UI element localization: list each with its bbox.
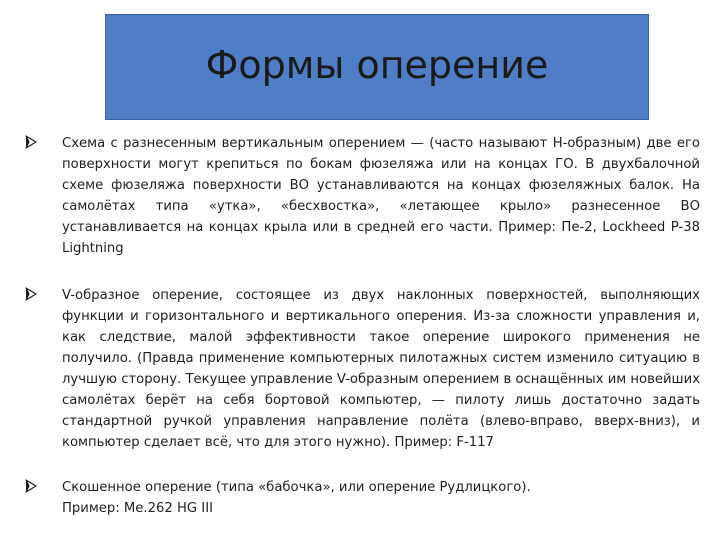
bullet-text-line: Пример: Me.262 HG III (62, 501, 213, 516)
arrowhead-bullet-icon (24, 135, 38, 149)
page-title: Формы оперение (205, 43, 549, 87)
arrowhead-bullet-icon (24, 287, 38, 301)
bullet-text: Схема с разнесенным вертикальным оперением — (часто называют Н-образным) две его поверхности могут крепиться по бокам фюзеляжа или на концах ГО. В двухбалочной схеме фюзеляжа поверхности ВО устанавливаются на концах фюзеляжных балок. На самолётах типа «утка», «бесхвостка», «летающее крыло» разнесенное ВО устанавливается на концах крыла или в средней его части. Пример: Пе-2, Lockheed P-38 Lightning (62, 136, 700, 256)
bullet-text-line: Скошенное оперение (типа «бабочка», или оперение Рудлицкого). (62, 480, 531, 495)
bullet-text: V-образное оперение, состоящее из двух наклонных поверхностей, выполняющих функции и горизонтального и вертикального оперения. Из-за сложности управления и, как следствие, малой эффективности такое оперение широкого применения не получило. (Правда применение компьютерных пилотажных систем изменило ситуацию в лучшую сторону. Текущее управление V-образным оперением в оснащённых им новейших самолётах берёт на себя бортовой компьютер, — пилоту лишь достаточно задать стандартной ручкой управления направление полёта (влево-вправо, вверх-вниз), и компьютер сделает всё, что для этого нужно). Пример: F-117 (62, 288, 700, 450)
arrowhead-bullet-icon (24, 479, 38, 493)
bullet-text (62, 477, 700, 519)
